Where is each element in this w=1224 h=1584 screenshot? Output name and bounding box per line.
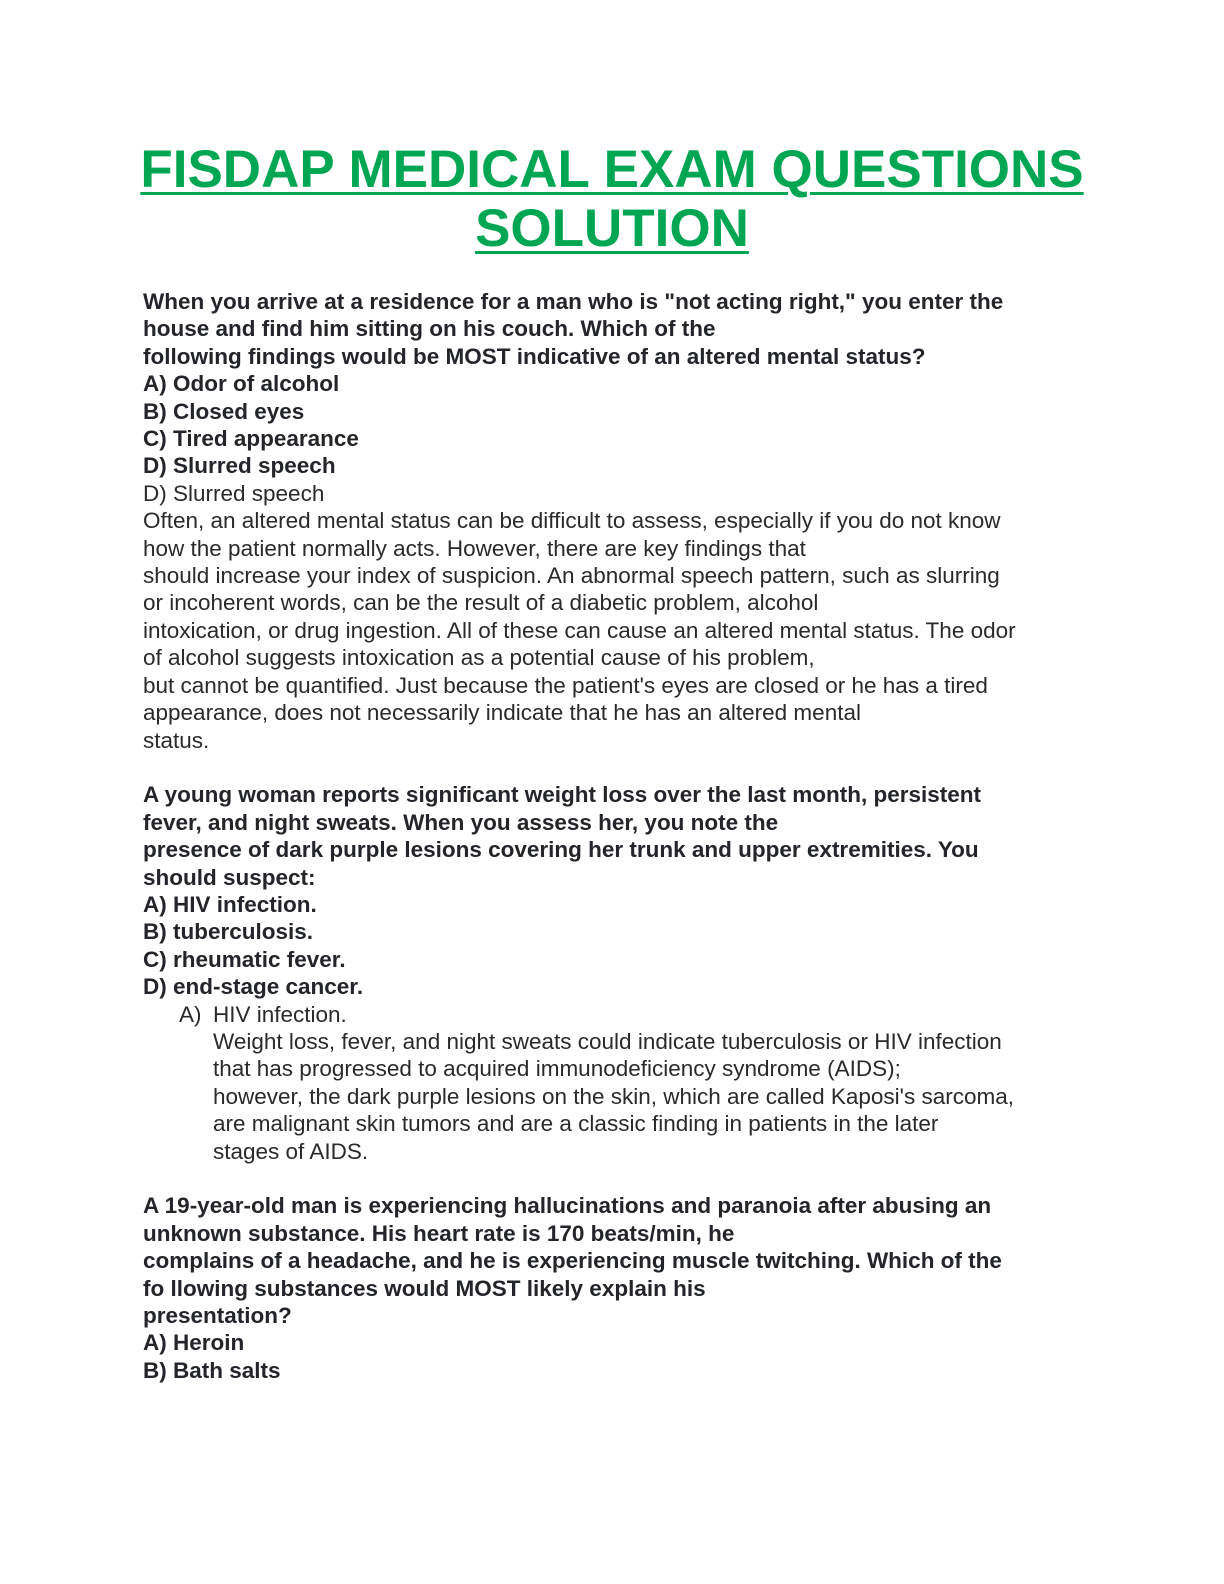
explanation-line: should increase your index of suspicion. An abnormal speech pattern, such as slurring xyxy=(143,563,1000,589)
question-text-line: A young woman reports significant weight loss over the last month, persistent xyxy=(143,782,982,808)
option-a: A) Odor of alcohol xyxy=(143,371,340,397)
explanation-line: status. xyxy=(143,727,210,753)
explanation-line: that has progressed to acquired immunodeficiency syndrome (AIDS); xyxy=(213,1056,901,1082)
question-text-line: should suspect: xyxy=(143,864,316,890)
question-text-line: presentation? xyxy=(143,1303,292,1328)
option-a: A) HIV infection. xyxy=(143,891,317,917)
title-line-1: FISDAP MEDICAL EXAM QUESTIONS xyxy=(140,140,1084,199)
document-title xyxy=(100,140,1124,258)
option-c: C) rheumatic fever. xyxy=(143,946,346,972)
option-d: D) Slurred speech xyxy=(143,453,336,479)
paragraph-gap xyxy=(143,1165,1083,1192)
explanation-line: intoxication, or drug ingestion. All of these can cause an altered mental status. The odor xyxy=(143,617,1016,643)
explanation-line: appearance, does not necessarily indicate that he has an altered mental xyxy=(143,700,861,726)
title-line-2: SOLUTION xyxy=(475,199,749,258)
explanation-line: of alcohol suggests intoxication as a potential cause of his problem, xyxy=(143,645,815,671)
explanation-line: however, the dark purple lesions on the skin, which are called Kaposi's sarcoma, xyxy=(213,1083,1014,1109)
paragraph-gap xyxy=(143,754,1083,781)
option-a: A) Heroin xyxy=(143,1330,245,1356)
answer-text: HIV infection. xyxy=(213,1001,347,1027)
option-c: C) Tired appearance xyxy=(143,426,359,452)
question-3 xyxy=(143,1192,1083,1384)
correct-answer: D) Slurred speech xyxy=(143,480,325,506)
question-1 xyxy=(143,288,1083,754)
question-text-line: complains of a headache, and he is experiencing muscle twitching. Which of the xyxy=(143,1248,1002,1274)
question-text-line: When you arrive at a residence for a man who is "not acting right," you enter the xyxy=(143,289,1004,314)
question-text-line: house and find him sitting on his couch. Which of the xyxy=(143,316,716,342)
answer-letter: A) xyxy=(179,1001,202,1027)
explanation-line: or incoherent words, can be the result of a diabetic problem, alcohol xyxy=(143,590,819,616)
correct-answer xyxy=(143,1001,1083,1028)
question-text-line: fever, and night sweats. When you assess her, you note the xyxy=(143,809,779,835)
question-text-line: fo llowing substances would MOST likely explain his xyxy=(143,1275,706,1301)
explanation-line: are malignant skin tumors and are a classic finding in patients in the later xyxy=(213,1111,939,1137)
explanation-line: Weight loss, fever, and night sweats could indicate tuberculosis or HIV infection xyxy=(213,1028,1002,1054)
question-text-line: presence of dark purple lesions covering her trunk and upper extremities. You xyxy=(143,837,979,863)
option-b: B) Closed eyes xyxy=(143,398,305,424)
explanation-line: stages of AIDS. xyxy=(213,1138,369,1164)
question-text-line: A 19-year-old man is experiencing hallucinations and paranoia after abusing an xyxy=(143,1193,992,1219)
question-2 xyxy=(143,781,1083,1165)
explanation-line: how the patient normally acts. However, there are key findings that xyxy=(143,535,806,561)
explanation-line: Often, an altered mental status can be difficult to assess, especially if you do not know xyxy=(143,508,1001,534)
option-b: B) Bath salts xyxy=(143,1357,281,1383)
question-text-line: following findings would be MOST indicative of an altered mental status? xyxy=(143,343,926,369)
document-body xyxy=(143,288,1083,1384)
explanation-line: but cannot be quantified. Just because the patient's eyes are closed or he has a tired xyxy=(143,672,988,698)
option-b: B) tuberculosis. xyxy=(143,919,314,945)
option-d: D) end-stage cancer. xyxy=(143,974,364,1000)
question-text-line: unknown substance. His heart rate is 170 beats/min, he xyxy=(143,1220,735,1246)
